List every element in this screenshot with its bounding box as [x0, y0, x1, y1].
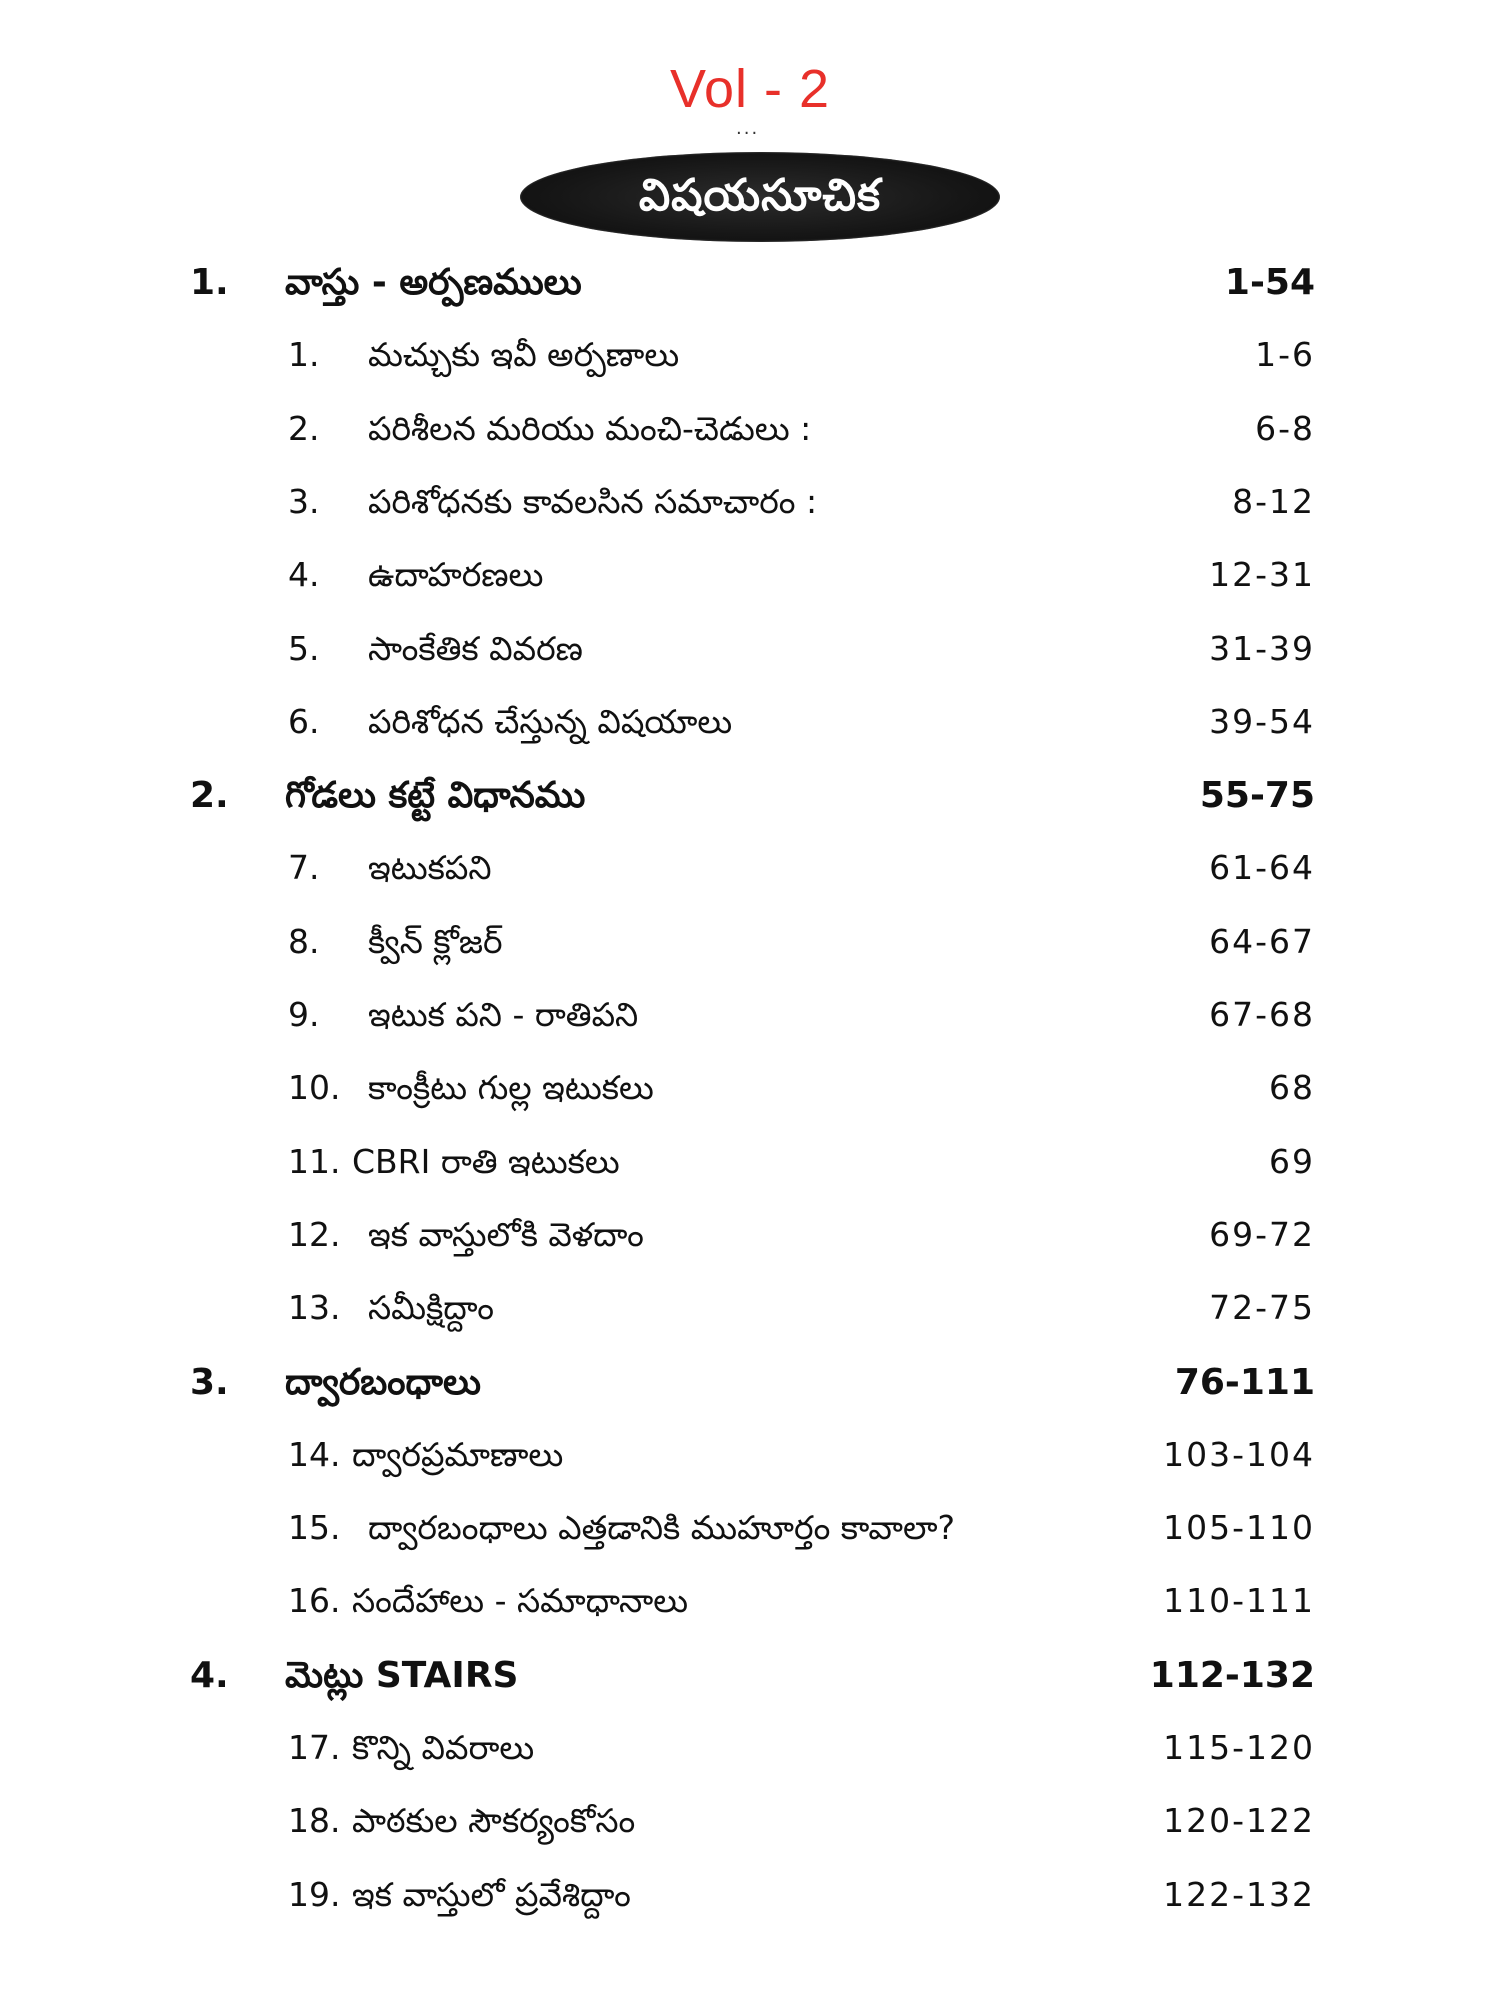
toc-entry-pages: 1-6 — [1255, 335, 1315, 375]
toc-section-row — [0, 555, 1500, 615]
toc-entry-title: సాంకేతిక వివరణ — [368, 628, 583, 668]
toc-section-row — [0, 629, 1500, 689]
toc-section-row — [0, 702, 1500, 762]
toc-entry-pages: 72-75 — [1209, 1288, 1315, 1328]
toc-entry-number: 10. — [288, 1068, 341, 1108]
toc-entry-number: 1. — [288, 335, 320, 375]
toc-entry-title: వాస్తు - అర్పణములు — [285, 262, 582, 303]
toc-entry-title: పరిశీలన మరియు మంచి-చెడులు : — [368, 408, 812, 448]
toc-chapter-row — [0, 1362, 1500, 1422]
toc-entry-title: పాఠకుల సౌకర్యంకోసం — [352, 1801, 636, 1841]
toc-section-row — [0, 1581, 1500, 1641]
toc-chapter-row — [0, 262, 1500, 322]
toc-entry-number: 2. — [288, 408, 320, 448]
toc-entry-number: 16. — [288, 1581, 341, 1621]
volume-label: Vol - 2 — [669, 59, 831, 119]
toc-entry-title: క్వీన్ క్లోజర్ — [368, 921, 503, 961]
toc-entry-pages: 110-111 — [1163, 1581, 1315, 1621]
toc-entry-title: పరిశోధన చేస్తున్న విషయాలు — [368, 701, 733, 741]
toc-entry-title: ద్వారబంధాలు ఎత్తడానికి ముహూర్తం కావాలా? — [368, 1508, 956, 1548]
toc-entry-pages: 55-75 — [1199, 775, 1315, 817]
toc-section-row — [0, 1801, 1500, 1861]
toc-entry-number: 7. — [288, 848, 320, 888]
toc-entry-number: 3. — [288, 481, 320, 521]
toc-entry-title: ద్వారబంధాలు — [285, 1361, 481, 1403]
toc-entry-pages: 76-111 — [1174, 1361, 1315, 1403]
toc-entry-title: గోడలు కట్టే విధానము — [285, 775, 586, 817]
toc-entry-number: 17. — [288, 1728, 341, 1767]
toc-entry-title: సందేహాలు - సమాధానాలు — [352, 1581, 689, 1621]
toc-entry-title: ఇటుకపని — [368, 848, 492, 888]
toc-chapter-row — [0, 775, 1500, 835]
toc-section-row — [0, 482, 1500, 542]
toc-entry-title: మెట్లు STAIRS — [285, 1654, 519, 1696]
toc-section-row — [0, 1875, 1500, 1935]
toc-section-row — [0, 1728, 1500, 1788]
toc-section-row — [0, 1435, 1500, 1495]
toc-section-row — [0, 335, 1500, 395]
toc-entry-title: కొన్ని వివరాలు — [352, 1728, 535, 1767]
toc-entry-pages: 112-132 — [1149, 1654, 1315, 1696]
toc-entry-pages: 69-72 — [1209, 1214, 1315, 1254]
toc-entry-pages: 1-54 — [1224, 262, 1315, 303]
toc-section-row — [0, 995, 1500, 1055]
toc-entry-number: 6. — [288, 701, 320, 741]
toc-entry-number: 13. — [288, 1288, 341, 1328]
toc-entry-pages: 8-12 — [1232, 481, 1315, 521]
toc-entry-title: ఇక వాస్తులోకి వెళదాం — [368, 1214, 644, 1254]
toc-section-row — [0, 409, 1500, 469]
toc-entry-pages: 39-54 — [1209, 701, 1315, 741]
toc-entry-number: 11. — [288, 1141, 341, 1181]
toc-section-row — [0, 1215, 1500, 1275]
toc-entry-number: 4. — [288, 555, 320, 595]
toc-entry-title: ద్వారప్రమాణాలు — [352, 1434, 564, 1474]
toc-entry-number: 18. — [288, 1801, 341, 1841]
toc-entry-pages: 67-68 — [1209, 995, 1315, 1034]
toc-entry-title: CBRI రాతి ఇటుకలు — [352, 1141, 620, 1181]
toc-entry-title: పరిశోధనకు కావలసిన సమాచారం : — [368, 481, 818, 521]
toc-entry-number: 4. — [190, 1654, 229, 1696]
toc-entry-pages: 68 — [1269, 1068, 1315, 1108]
toc-entry-pages: 105-110 — [1163, 1508, 1315, 1548]
toc-entry-title: మచ్చుకు ఇవీ అర్పణాలు — [368, 335, 680, 375]
toc-section-row — [0, 1288, 1500, 1348]
toc-section-row — [0, 1068, 1500, 1128]
toc-entry-number: 2. — [190, 775, 229, 817]
toc-entry-number: 12. — [288, 1214, 341, 1254]
toc-entry-title: ఇక వాస్తులో ప్రవేశిద్దాం — [352, 1874, 631, 1914]
toc-entry-number: 1. — [190, 262, 229, 303]
toc-section-row — [0, 922, 1500, 982]
toc-section-row — [0, 1508, 1500, 1568]
toc-entry-title: సమీక్షిద్దాం — [368, 1288, 494, 1328]
toc-entry-pages: 6-8 — [1255, 408, 1315, 448]
page-title: విషయసూచిక — [638, 170, 882, 221]
toc-entry-number: 8. — [288, 921, 320, 961]
toc-entry-number: 14. — [288, 1434, 341, 1474]
volume-dots: ... — [736, 118, 760, 139]
toc-entry-pages: 31-39 — [1209, 628, 1315, 668]
toc-entry-pages: 64-67 — [1209, 921, 1315, 961]
toc-entry-number: 3. — [190, 1361, 229, 1403]
toc-entry-pages: 122-132 — [1163, 1874, 1315, 1914]
toc-section-row — [0, 848, 1500, 908]
toc-chapter-row — [0, 1655, 1500, 1715]
toc-entry-number: 15. — [288, 1508, 341, 1548]
toc-entry-number: 5. — [288, 628, 320, 668]
toc-entry-title: ఉదాహరణలు — [368, 555, 544, 595]
toc-entry-title: కాంక్రీటు గుల్ల ఇటుకలు — [368, 1068, 654, 1108]
toc-entry-title: ఇటుక పని - రాతిపని — [368, 995, 639, 1034]
toc-entry-pages: 115-120 — [1163, 1728, 1315, 1767]
toc-entry-pages: 12-31 — [1209, 555, 1315, 595]
toc-entry-pages: 69 — [1269, 1141, 1315, 1181]
toc-entry-pages: 61-64 — [1209, 848, 1315, 888]
toc-section-row — [0, 1142, 1500, 1202]
toc-entry-number: 9. — [288, 995, 320, 1034]
toc-entry-number: 19. — [288, 1874, 341, 1914]
toc-entry-pages: 120-122 — [1163, 1801, 1315, 1841]
toc-entry-pages: 103-104 — [1163, 1434, 1315, 1474]
